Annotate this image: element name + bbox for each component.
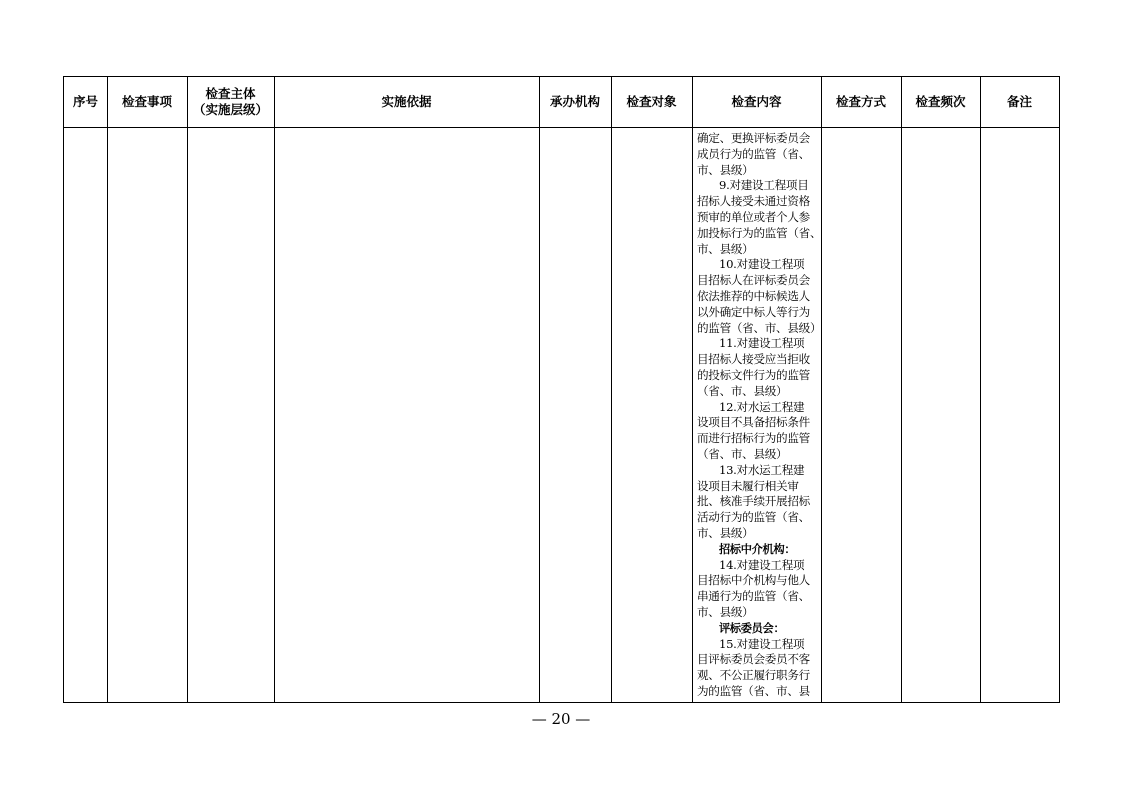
content-line: 13.对水运工程建 xyxy=(719,462,805,477)
content-line: 而进行招标行为的监管 xyxy=(697,431,810,446)
content-line: 设项目不具备招标条件 xyxy=(697,415,810,430)
header-basis: 实施依据 xyxy=(381,94,432,109)
column-divider xyxy=(274,77,275,702)
column-divider xyxy=(107,77,108,702)
content-line: 市、县级） xyxy=(697,241,754,256)
header-agency: 承办机构 xyxy=(549,94,600,109)
header-method: 检查方式 xyxy=(835,94,886,109)
content-line: 为的监管（省、市、县 xyxy=(697,683,810,698)
content-line: 市、县级） xyxy=(697,162,754,177)
content-line: 加投标行为的监管（省、 xyxy=(697,225,822,240)
content-line: 预审的单位或者个人参 xyxy=(697,209,810,224)
inspection-table xyxy=(63,76,1060,703)
page-number: — 20 — xyxy=(531,710,591,728)
content-line: 确定、更换评标委员会 xyxy=(697,131,810,145)
content-line: 成员行为的监管（省、 xyxy=(697,146,810,161)
content-line: 依法推荐的中标候选人 xyxy=(697,288,810,303)
header-target: 检查对象 xyxy=(626,94,677,109)
content-cell xyxy=(697,131,823,702)
content-line: 以外确定中标人等行为 xyxy=(697,304,810,319)
content-line: 目招标人接受应当拒收 xyxy=(697,352,810,367)
content-line: 目招标人在评标委员会 xyxy=(697,273,810,288)
content-line: 设项目未履行相关审 xyxy=(697,478,799,493)
content-line: 11.对建设工程项 xyxy=(719,336,805,351)
column-divider xyxy=(539,77,540,702)
content-section-heading: 评标委员会： xyxy=(719,621,785,635)
content-line: 12.对水运工程建 xyxy=(719,399,805,414)
content-line: 9.对建设工程项目 xyxy=(719,178,809,193)
content-line: 14.对建设工程项 xyxy=(719,557,805,572)
header-divider xyxy=(64,127,1059,128)
content-line: （省、市、县级） xyxy=(697,446,788,461)
column-divider xyxy=(187,77,188,702)
header-item: 检查事项 xyxy=(121,94,172,109)
column-divider xyxy=(980,77,981,702)
column-divider xyxy=(692,77,693,702)
content-line: 串通行为的监管（省、 xyxy=(697,589,810,604)
header-remarks: 备注 xyxy=(1006,94,1032,109)
header-seq: 序号 xyxy=(72,94,98,109)
content-line: 活动行为的监管（省、 xyxy=(697,510,810,525)
content-section-heading: 招标中介机构： xyxy=(719,542,796,556)
content-line: 招标人接受未通过资格 xyxy=(697,194,810,209)
content-line: 10.对建设工程项 xyxy=(719,257,805,272)
content-line: 批、核准手续开展招标 xyxy=(697,494,810,509)
header-content: 检查内容 xyxy=(731,94,782,109)
content-line: 市、县级） xyxy=(697,525,754,540)
header-subject-line2: （实施层级） xyxy=(192,102,268,117)
content-line: 15.对建设工程项 xyxy=(719,636,805,651)
content-line: 的监管（省、市、县级） xyxy=(697,320,822,335)
column-divider xyxy=(901,77,902,702)
header-frequency: 检查频次 xyxy=(915,94,966,109)
header-subject-line1: 检查主体 xyxy=(205,86,256,101)
content-line: 的投标文件行为的监管 xyxy=(697,367,810,382)
content-line: 观、不公正履行职务行 xyxy=(697,668,810,683)
content-line: 目招标中介机构与他人 xyxy=(697,573,810,588)
content-line: （省、市、县级） xyxy=(697,383,788,398)
header-subject xyxy=(187,77,274,127)
content-line: 目评标委员会委员不客 xyxy=(697,652,810,667)
content-line: 市、县级） xyxy=(697,604,754,619)
column-divider xyxy=(611,77,612,702)
